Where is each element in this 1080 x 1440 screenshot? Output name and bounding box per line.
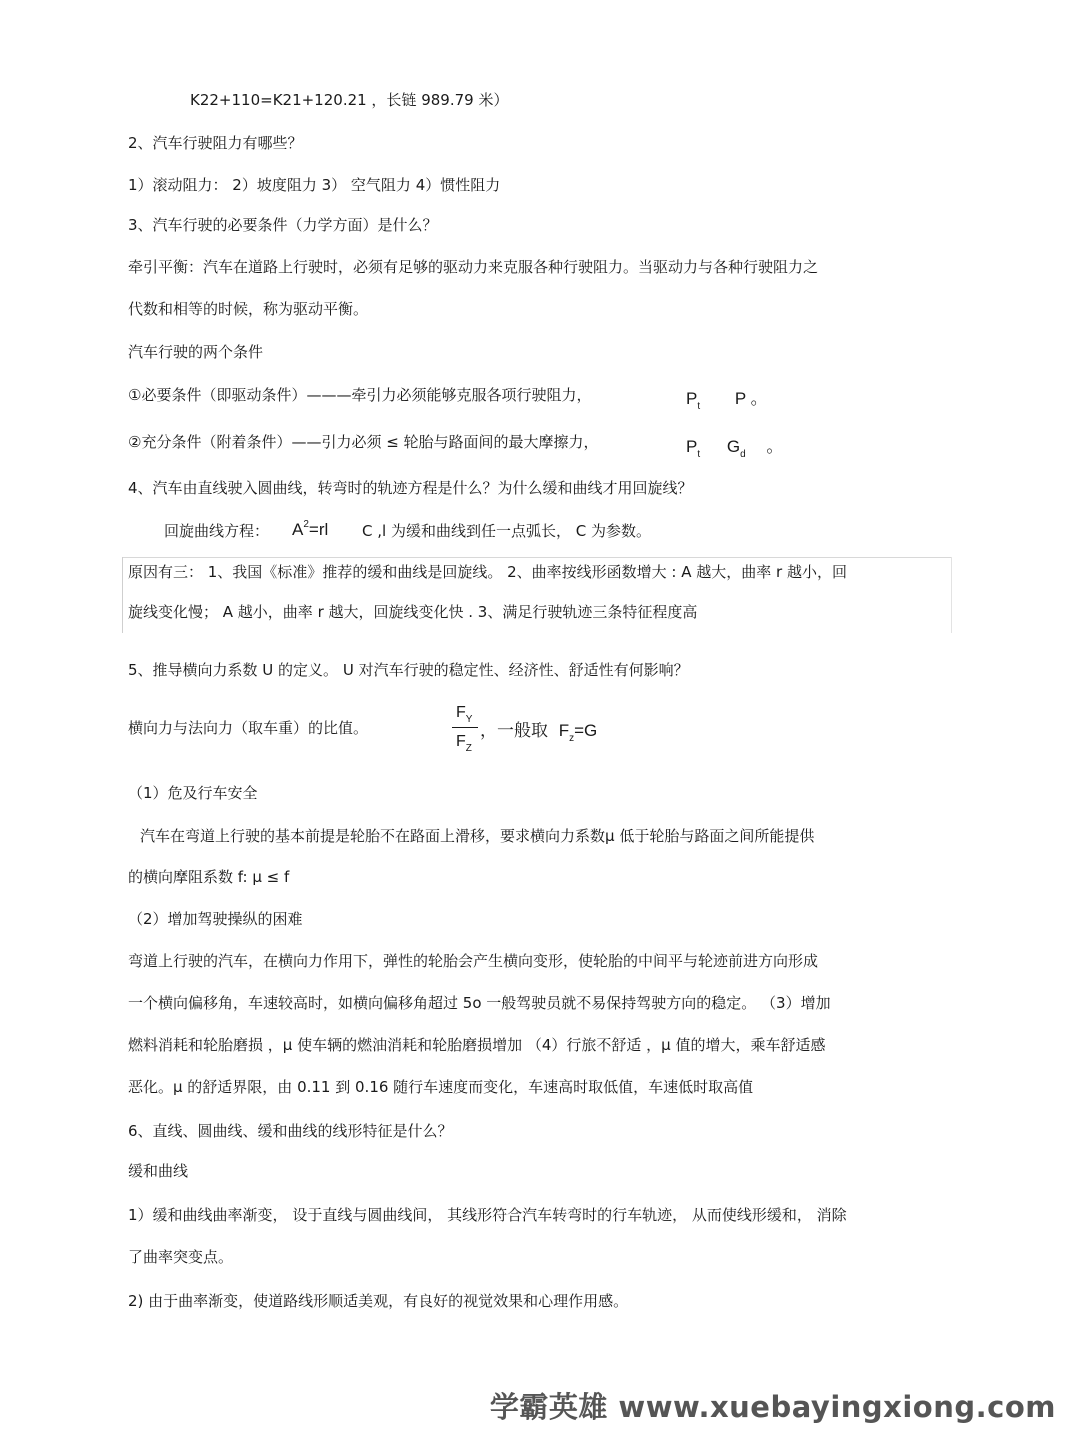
chainage-line: K22+110=K21+120.21 ，长链 989.79 米） bbox=[190, 91, 509, 109]
answer-3-line-1: 牵引平衡：汽车在道路上行驶时，必须有足够的驱动力来克服各种行驶阻力。当驱动力与各种行驶阻力之 bbox=[128, 258, 819, 276]
impact-1-line-1: 汽车在弯道上行驶的基本前提是轮胎不在路面上滑移，要求横向力系数μ 低于轮胎与路面之间所能提供 bbox=[140, 827, 815, 845]
impact-2-line-1: 弯道上行驶的汽车，在横向力作用下，弹性的轮胎会产生横向变形，使轮胎的中间平与轮迹前进方向形成 bbox=[128, 952, 819, 970]
impact-1-line-2: 的横向摩阻系数 f: μ ≤ f bbox=[128, 868, 290, 886]
reason-box-right bbox=[951, 557, 952, 633]
equals-g: =G bbox=[574, 721, 598, 740]
impact-2-line-2: 一个横向偏移角，车速较高时，如横向偏移角超过 5o 一般驾驶员就不易保持驾驶方向的稳定。 （3）增加 bbox=[128, 994, 831, 1012]
clothoid-explanation: C ,l 为缓和曲线到任一点弧长， C 为参数。 bbox=[362, 522, 651, 540]
clothoid-formula bbox=[292, 520, 328, 540]
fraction-bar bbox=[452, 727, 478, 728]
question-2: 2、汽车行驶阻力有哪些？ bbox=[128, 134, 303, 152]
fz-equals-g bbox=[480, 716, 598, 744]
fz-symbol: F bbox=[558, 721, 570, 740]
a-exponent: 2 bbox=[303, 519, 309, 530]
impact-3-4-line: 燃料消耗和轮胎磨损 ，μ 使车辆的燃油消耗和轮胎磨损增加 （4）行旅不舒适 ，μ 值的增大，乘车舒适感 bbox=[128, 1036, 826, 1054]
impact-1-heading: （1）危及行车安全 bbox=[128, 784, 258, 802]
condition-1-formula bbox=[686, 384, 768, 412]
question-5: 5、推导横向力系数 U 的定义。 U 对汽车行驶的稳定性、经济性、舒适性有何影响？ bbox=[128, 661, 689, 679]
fy-symbol: F bbox=[456, 704, 466, 721]
reasons-line-1: 原因有三： 1、我国《标准》推荐的缓和曲线是回旋线。 2、曲率按线形函数增大 : A 越大，曲率 r 越小，回 bbox=[128, 563, 847, 581]
transition-feature-1-line-2: 了曲率突变点。 bbox=[128, 1248, 234, 1266]
fraction-denominator bbox=[456, 733, 472, 754]
comfort-limit-line: 恶化。μ 的舒适界限，由 0.11 到 0.16 随行车速度而变化，车速高时取低值，车速低时取高值 bbox=[128, 1078, 754, 1096]
transition-feature-1-line-1: 1）缓和曲线曲率渐变， 设于直线与圆曲线间， 其线形符合汽车转弯时的行车轨迹， 从而使线形缓和， 消除 bbox=[128, 1206, 847, 1224]
condition-2: ②充分条件（附着条件）——引力必须 ≤ 轮胎与路面间的最大摩擦力， bbox=[128, 433, 599, 451]
question-3: 3、汽车行驶的必要条件（力学方面）是什么？ bbox=[128, 216, 438, 234]
pt-symbol: P bbox=[686, 389, 698, 408]
reason-box-top bbox=[122, 557, 952, 558]
fz-symbol: F bbox=[456, 733, 466, 750]
pt-symbol: P bbox=[686, 437, 698, 456]
gd-subscript: d bbox=[740, 449, 746, 460]
fz-subscript: z bbox=[569, 733, 575, 744]
question-6: 6、直线、圆曲线、缓和曲线的线形特征是什么？ bbox=[128, 1122, 453, 1140]
two-conditions-heading: 汽车行驶的两个条件 bbox=[128, 343, 264, 361]
site-watermark: 学霸英雄 www.xuebayingxiong.com bbox=[489, 1390, 1056, 1424]
answer-3-line-2: 代数和相等的时候，称为驱动平衡。 bbox=[128, 300, 369, 318]
fraction-numerator bbox=[456, 704, 473, 725]
general-take-text: ，一般取 bbox=[480, 721, 548, 740]
formula-rest: =rl bbox=[308, 520, 329, 539]
fy-subscript: Y bbox=[465, 714, 473, 725]
a-symbol: A bbox=[292, 520, 304, 539]
reason-box-left bbox=[122, 557, 123, 633]
pt-subscript: t bbox=[697, 401, 701, 412]
pt-subscript: t bbox=[697, 449, 701, 460]
answer-2: 1）滚动阻力： 2）坡度阻力 3） 空气阻力 4）惯性阻力 bbox=[128, 176, 501, 194]
period: 。 bbox=[766, 437, 784, 456]
impact-2-heading: （2）增加驾驶操纵的困难 bbox=[128, 910, 303, 928]
transition-curve-heading: 缓和曲线 bbox=[128, 1162, 189, 1180]
reasons-line-2: 旋线变化慢； A 越小，曲率 r 越大，回旋线变化快 . 3、满足行驶轨迹三条特征程度高 bbox=[128, 603, 698, 621]
lateral-force-definition: 横向力与法向力（取车重）的比值。 bbox=[128, 719, 369, 737]
fz-subscript: Z bbox=[465, 743, 472, 754]
p-symbol: P 。 bbox=[734, 389, 768, 408]
clothoid-label: 回旋曲线方程： bbox=[164, 522, 270, 540]
condition-2-formula bbox=[686, 432, 784, 460]
condition-1: ①必要条件（即驱动条件）———牵引力必须能够克服各项行驶阻力， bbox=[128, 386, 592, 404]
gd-symbol: G bbox=[726, 437, 741, 456]
transition-feature-2: 2) 由于曲率渐变，使道路线形顺适美观，有良好的视觉效果和心理作用感。 bbox=[128, 1292, 629, 1310]
question-4: 4、汽车由直线驶入圆曲线，转弯时的轨迹方程是什么？为什么缓和曲线才用回旋线？ bbox=[128, 479, 693, 497]
